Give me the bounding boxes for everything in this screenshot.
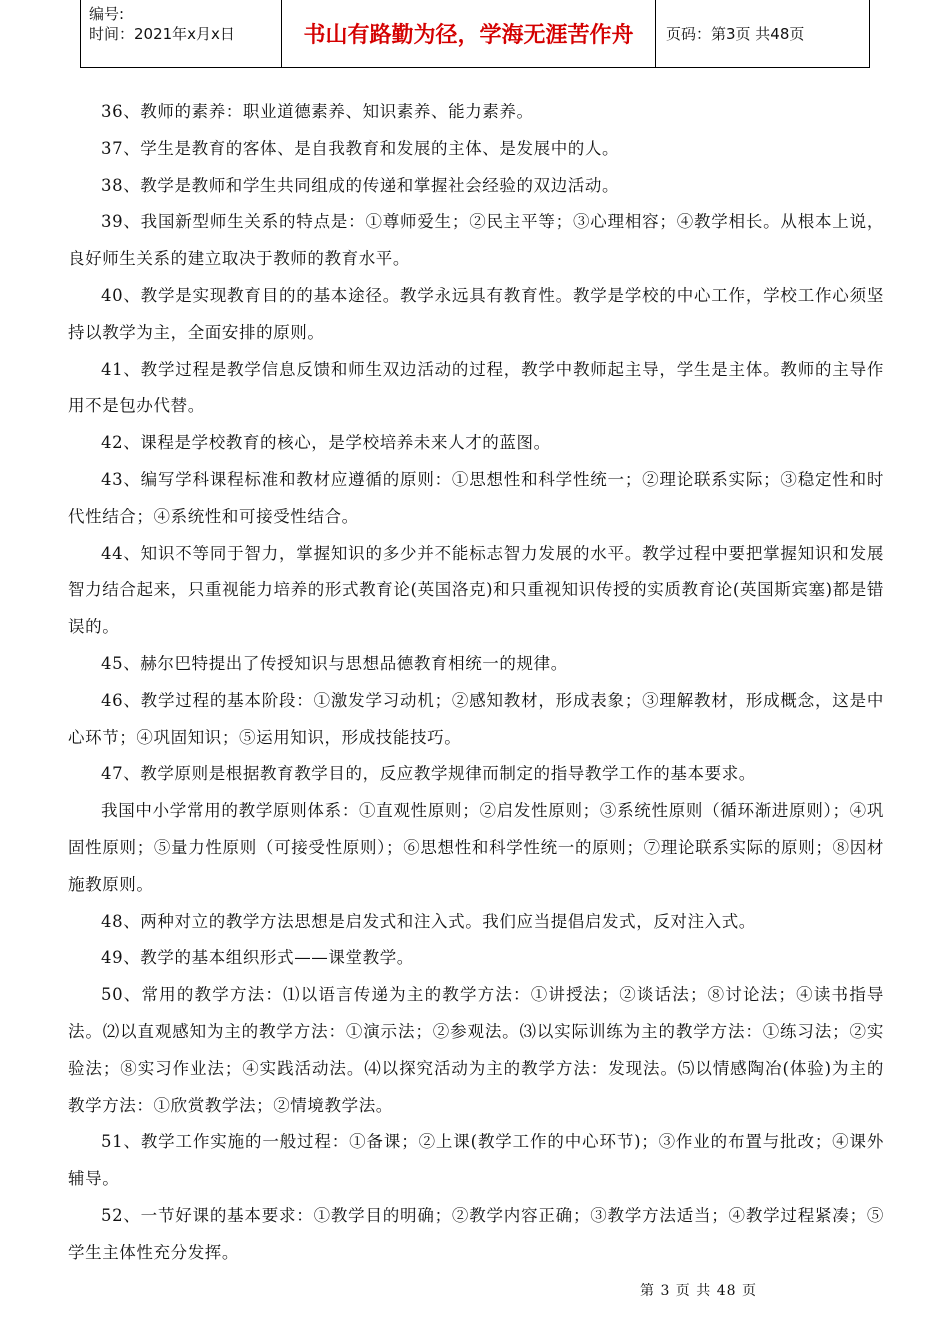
serial-label: 编号: — [89, 5, 125, 23]
header-meta — [81, 0, 282, 67]
document-body — [68, 94, 884, 1272]
paragraph: 52、一节好课的基本要求：①教学目的明确；②教学内容正确；③教学方法适当；④教学过程紧凑；⑤学生主体性充分发挥。 — [68, 1205, 884, 1262]
paragraph: 49、教学的基本组织形式——课堂教学。 — [101, 948, 414, 968]
header-motto: 书山有路勤为径，学海无涯苦作舟 — [282, 0, 656, 67]
paragraph: 38、教学是教师和学生共同组成的传递和掌握社会经验的双边活动。 — [101, 175, 620, 195]
paragraph: 47、教学原则是根据教育教学目的，反应教学规律而制定的指导教学工作的基本要求。 — [101, 764, 756, 784]
paragraph: 51、教学工作实施的一般过程：①备课；②上课(教学工作的中心环节)；③作业的布置与批改；④课外辅导。 — [68, 1132, 884, 1189]
paragraph: 46、教学过程的基本阶段：①激发学习动机；②感知教材，形成表象；③理解教材，形成概念，这是中心环节；④巩固知识；⑤运用知识，形成技能技巧。 — [68, 690, 884, 747]
time-label: 时间：2021年x月x日 — [89, 25, 235, 43]
paragraph: 40、教学是实现教育目的的基本途径。教学永远具有教育性。教学是学校的中心工作，学校工作心须坚持以教学为主，全面安排的原则。 — [68, 285, 884, 342]
paragraph: 39、我国新型师生关系的特点是：①尊师爱生；②民主平等；③心理相容；④教学相长。从根本上说，良好师生关系的建立取决于教师的教育水平。 — [68, 212, 884, 269]
paragraph: 44、知识不等同于智力，掌握知识的多少并不能标志智力发展的水平。教学过程中要把掌握知识和发展智力结合起来，只重视能力培养的形式教育论(英国洛克)和只重视知识传授的实质教育论(英国斯宾塞)都是错误的。 — [68, 543, 884, 637]
page-footer: 第 3 页 共 48 页 — [640, 1283, 757, 1299]
header-page-info: 页码：第3页 共48页 — [666, 25, 805, 43]
paragraph: 42、课程是学校教育的核心，是学校培养未来人才的蓝图。 — [101, 433, 551, 453]
paragraph: 45、赫尔巴特提出了传授知识与思想品德教育相统一的规律。 — [101, 653, 568, 673]
paragraph: 我国中小学常用的教学原则体系：①直观性原则；②启发性原则；③系统性原则（循环渐进原则）；④巩固性原则；⑤量力性原则（可接受性原则）；⑥思想性和科学性统一的原则；⑦理论联系实际的原则；⑧因材施教原则。 — [68, 801, 884, 894]
paragraph: 37、学生是教育的客体、是自我教育和发展的主体、是发展中的人。 — [101, 138, 620, 158]
paragraph: 43、编写学科课程标准和教材应遵循的原则：①思想性和科学性统一；②理论联系实际；③稳定性和时代性结合；④系统性和可接受性结合。 — [68, 469, 884, 526]
paragraph: 50、常用的教学方法：⑴以语言传递为主的教学方法：①讲授法；②谈话法；⑧讨论法；④读书指导法。⑵以直观感知为主的教学方法：①演示法；②参观法。⑶以实际训练为主的教学方法：①练习法；②实验法；⑧实习作业法；④实践活动法。⑷以探究活动为主的教学方法：发现法。⑸以情感陶冶(体验)为主的教学方法：①欣赏教学法；②情境教学法。 — [68, 985, 884, 1115]
paragraph: 48、两种对立的教学方法思想是启发式和注入式。我们应当提倡启发式，反对注入式。 — [101, 911, 756, 931]
paragraph: 36、教师的素养：职业道德素养、知识素养、能力素养。 — [101, 102, 534, 121]
page-header — [80, 0, 870, 68]
paragraph: 41、教学过程是教学信息反馈和师生双边活动的过程，教学中教师起主导，学生是主体。教师的主导作用不是包办代替。 — [68, 359, 884, 416]
